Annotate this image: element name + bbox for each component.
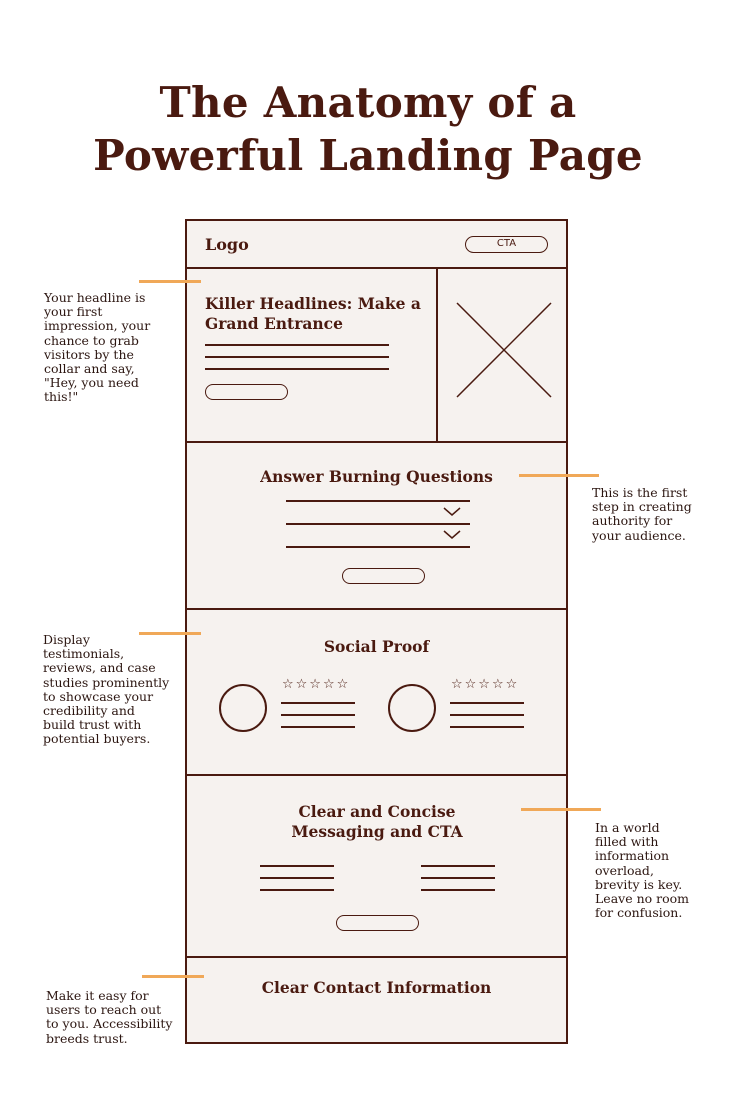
messaging-note: In a world filled with information overload, brevity is key. Leave no room for confusion. [595, 820, 690, 921]
contact-section [187, 956, 566, 1042]
headline-note: Your headline is your first impression, your chance to grab visitors by the collar and say, "Hey, you need this!" [44, 290, 151, 405]
header-cta-button[interactable] [465, 236, 548, 253]
contact-leader-line [142, 975, 204, 978]
messaging-leader-line [521, 808, 601, 811]
messaging-line [260, 889, 334, 891]
messaging-line [421, 889, 495, 891]
avatar [388, 684, 436, 732]
messaging-line [260, 877, 334, 879]
image-placeholder-x-icon [455, 301, 555, 401]
messaging-title: Clear and Concise Messaging and CTA [291, 802, 463, 841]
contact-note: Make it easy for users to reach out to you. Accessibility breeds trust. [46, 988, 173, 1046]
title-line-1: The Anatomy of a [159, 78, 577, 127]
testimonial-line [450, 702, 524, 704]
hero-divider [436, 269, 438, 441]
messaging-cta-button[interactable] [336, 915, 419, 931]
faq-item-line [286, 500, 470, 502]
messaging-line [421, 865, 495, 867]
page-title [0, 76, 736, 182]
messaging-line [260, 865, 334, 867]
hero-text-line [205, 356, 389, 358]
faq-cta-button[interactable] [342, 568, 425, 584]
faq-item-line [286, 546, 470, 548]
messaging-line [421, 877, 495, 879]
star-rating: ☆☆☆☆☆ [451, 677, 520, 692]
messaging-section [187, 774, 566, 956]
avatar [219, 684, 267, 732]
testimonial-line [281, 714, 355, 716]
hero-text-line [205, 344, 389, 346]
hero-section [187, 267, 566, 441]
header-logo: Logo [205, 235, 249, 254]
testimonial-line [450, 714, 524, 716]
chevron-down-icon[interactable] [443, 530, 461, 540]
testimonial-line [450, 726, 524, 728]
faq-section [187, 441, 566, 608]
header-cta-label: CTA [496, 238, 517, 249]
faq-note: This is the first step in creating authority for your audience. [592, 485, 692, 543]
headline-leader-line [139, 280, 201, 283]
testimonial-line [281, 702, 355, 704]
faq-title: Answer Burning Questions [260, 467, 493, 486]
landing-page-wireframe [185, 219, 568, 1044]
faq-item-line [286, 523, 470, 525]
hero-text-line [205, 368, 389, 370]
title-line-2: Powerful Landing Page [93, 131, 643, 180]
social-proof-title: Social Proof [323, 637, 430, 656]
testimonial-line [281, 726, 355, 728]
social-proof-section [187, 608, 566, 774]
star-rating: ☆☆☆☆☆ [282, 677, 351, 692]
hero-headline: Killer Headlines: Make a Grand Entrance [205, 294, 421, 333]
contact-title: Clear Contact Information [261, 978, 492, 997]
chevron-down-icon[interactable] [443, 507, 461, 517]
faq-leader-line [519, 474, 599, 477]
social-note: Display testimonials, reviews, and case studies prominently to showcase your credibility and build trust with potential buyers. [43, 632, 170, 747]
hero-cta-button[interactable] [205, 384, 288, 400]
